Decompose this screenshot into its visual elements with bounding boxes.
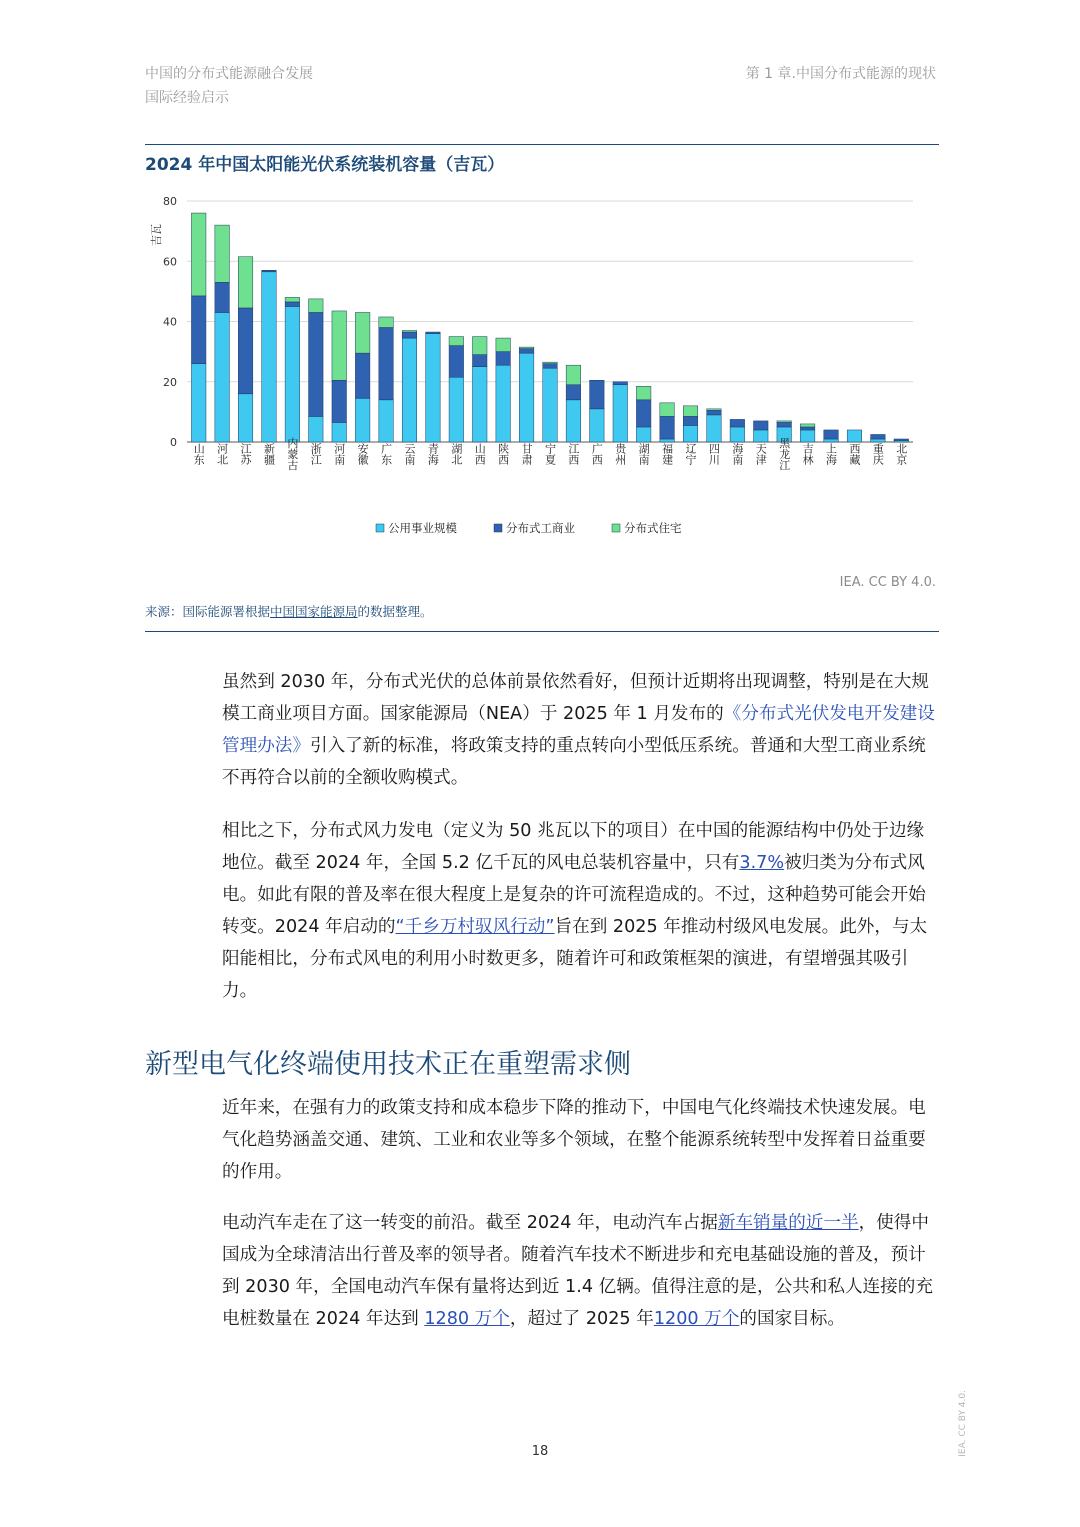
bar-贵州-1 — [613, 385, 628, 442]
bar-山东-3 — [191, 213, 206, 296]
paragraph-1 — [222, 666, 938, 794]
bar-安徽-3 — [355, 312, 370, 353]
bar-广东-3 — [379, 317, 394, 328]
p1-text-a: 虽然到 2030 年，分布式光伏的总体前景依然看好，但预计近期将出现调整，特别是在大规模工商业项目方面。国家能源局（NEA）于 2025 年 1 月发布的 — [222, 672, 929, 724]
x-tick-label: 重庆 — [871, 443, 885, 465]
p4-text-a: 电动汽车走在了这一转变的前沿。截至 2024 年，电动汽车占据 — [222, 1213, 718, 1233]
bar-黑龙江-3 — [777, 421, 792, 423]
bar-辽宁-2 — [683, 416, 698, 425]
bar-辽宁-1 — [683, 425, 698, 442]
bar-海南-1 — [730, 427, 745, 442]
bar-北京-2 — [894, 439, 909, 441]
bar-新疆-2 — [262, 270, 277, 272]
bar-江西-1 — [566, 400, 581, 442]
bar-海南-2 — [730, 419, 745, 427]
bar-上海-1 — [824, 439, 839, 442]
legend-swatch-1 — [376, 524, 384, 532]
x-tick-label: 内蒙古 — [285, 437, 299, 471]
p4-text-c: ，超过了 2025 年 — [509, 1309, 654, 1329]
x-tick-label: 浙江 — [309, 443, 323, 465]
bar-内蒙古-1 — [285, 306, 300, 442]
bar-吉林-2 — [800, 427, 815, 430]
bar-江苏-1 — [238, 394, 253, 442]
bar-吉林-1 — [800, 430, 815, 442]
x-tick-label: 湖北 — [449, 443, 463, 465]
x-tick-label: 黑龙江 — [777, 437, 791, 471]
bar-河北-1 — [215, 312, 230, 442]
bar-甘肃-1 — [519, 353, 534, 442]
paragraph-3: 近年来，在强有力的政策支持和成本稳步下降的推动下，中国电气化终端技术快速发展。电气化趋势涵盖交通、建筑、工业和农业等多个领域，在整个能源系统转型中发挥着日益重要的作用。 — [222, 1098, 926, 1182]
bar-青海-1 — [426, 334, 441, 442]
bar-江苏-2 — [238, 308, 253, 394]
bar-陕西-3 — [496, 338, 511, 352]
page-number: 18 — [531, 1444, 549, 1459]
x-tick-label: 云南 — [402, 443, 416, 465]
bar-宁夏-1 — [543, 368, 558, 442]
bar-山西-1 — [472, 367, 487, 442]
p1-link-policy[interactable]: 《分布式光伏发电开发建设管理办法》 — [222, 704, 935, 756]
x-tick-label: 湖南 — [637, 443, 651, 465]
bar-江西-2 — [566, 385, 581, 400]
header-left — [145, 62, 313, 110]
bar-广东-1 — [379, 400, 394, 442]
bar-广西-2 — [590, 380, 605, 409]
x-tick-label: 上海 — [824, 443, 838, 465]
legend-label-3: 分布式住宅 — [624, 521, 682, 535]
x-tick-label: 贵州 — [613, 443, 627, 465]
bar-安徽-2 — [355, 353, 370, 398]
bar-重庆-2 — [871, 434, 886, 439]
source-prefix: 来源：国际能源署根据 — [145, 604, 271, 619]
x-tick-label: 甘肃 — [520, 443, 534, 465]
x-tick-label: 宁夏 — [543, 443, 557, 465]
p4-text-b: ，使得中国成为全球清洁出行普及率的领导者。随着汽车技术不断进步和充电基础设施的普及，预计到 2030 年，全国电动汽车保有量将达到近 1.4 亿辆。值得注意的是，公共和私人连接的充电桩数量在 2024 年达到 — [222, 1213, 933, 1329]
x-tick-label: 西藏 — [847, 443, 861, 465]
bar-江西-3 — [566, 365, 581, 385]
paragraph-4 — [222, 1207, 938, 1335]
x-tick-label: 河南 — [332, 443, 346, 465]
bar-上海-2 — [824, 430, 839, 439]
source-suffix: 的数据整理。 — [357, 604, 433, 619]
bar-云南-1 — [402, 338, 417, 442]
bar-宁夏-3 — [543, 362, 558, 364]
legend-swatch-2 — [494, 524, 502, 532]
bar-河北-2 — [215, 282, 230, 312]
side-license: IEA. CC BY 4.0. — [958, 1390, 968, 1457]
x-tick-label: 青海 — [426, 443, 440, 465]
bar-河北-3 — [215, 225, 230, 282]
bar-云南-3 — [402, 331, 417, 333]
bar-黑龙江-2 — [777, 422, 792, 427]
p2-link-share[interactable]: 3.7% — [739, 853, 785, 873]
bar-广东-2 — [379, 328, 394, 400]
legend-label-1: 公用事业规模 — [388, 521, 457, 535]
x-tick-label: 吉林 — [801, 443, 815, 465]
bar-陕西-2 — [496, 352, 511, 366]
x-tick-label: 江西 — [566, 443, 580, 465]
y-axis-label: 吉瓦 — [150, 224, 163, 246]
x-tick-label: 安徽 — [356, 443, 370, 465]
section-heading: 新型电气化终端使用技术正在重塑需求侧 — [145, 1049, 631, 1080]
bar-青海-2 — [426, 332, 441, 334]
bar-新疆-1 — [262, 272, 277, 442]
x-tick-label: 江苏 — [239, 443, 253, 465]
x-tick-label: 北京 — [894, 443, 908, 465]
p4-text-d: 的国家目标。 — [739, 1309, 845, 1329]
y-tick-label-0: 0 — [170, 436, 177, 449]
bar-河南-3 — [332, 311, 347, 380]
bar-河南-1 — [332, 422, 347, 442]
p2-link-wind-action[interactable]: “千乡万村驭风行动” — [395, 917, 555, 937]
x-tick-label: 陕西 — [496, 443, 510, 465]
legend-swatch-3 — [612, 524, 620, 532]
y-tick-label-40: 40 — [163, 315, 177, 329]
bar-内蒙古-3 — [285, 297, 300, 302]
source-link-nea[interactable]: 中国国家能源局 — [270, 604, 358, 619]
bar-湖南-3 — [636, 386, 651, 400]
bar-宁夏-2 — [543, 364, 558, 369]
legend-label-2: 分布式工商业 — [506, 521, 575, 535]
y-tick-label-60: 60 — [163, 255, 177, 269]
x-tick-label: 广东 — [379, 443, 393, 465]
figure-bottom-rule — [145, 631, 939, 632]
x-tick-label: 天津 — [754, 443, 768, 465]
bar-内蒙古-2 — [285, 302, 300, 307]
x-tick-label: 新疆 — [262, 443, 276, 465]
bar-湖南-1 — [636, 427, 651, 442]
p2-text-b: 被归类为分布式风电。如此有限的普及率在很大程度上是复杂的许可流程造成的。不过，这种趋势可能会开始转变。2024 年启动的 — [222, 853, 926, 937]
bar-四川-3 — [707, 409, 722, 411]
bar-云南-2 — [402, 332, 417, 338]
bar-辽宁-3 — [683, 406, 698, 417]
figure-license: IEA. CC BY 4.0. — [839, 575, 936, 590]
bar-福建-1 — [660, 439, 675, 442]
p2-text-c: 旨在到 2025 年推动村级风电发展。此外，与太阳能相比，分布式风电的利用小时数更多，随着许可和政策框架的演进，有望增强其吸引力。 — [222, 917, 928, 1001]
bar-福建-3 — [660, 403, 675, 417]
bar-江苏-3 — [238, 257, 253, 308]
paragraph-2 — [222, 815, 938, 1007]
p4-link-ev-sales[interactable]: 新车销量的近一半 — [717, 1213, 859, 1233]
bar-四川-2 — [707, 410, 722, 415]
figure-source — [145, 602, 433, 620]
bar-天津-1 — [754, 430, 769, 442]
figure-top-rule — [145, 144, 939, 145]
x-tick-label: 福建 — [660, 443, 674, 465]
bar-河南-2 — [332, 380, 347, 422]
x-tick-label: 辽宁 — [684, 443, 698, 465]
bar-湖北-3 — [449, 337, 464, 346]
bar-浙江-2 — [309, 312, 324, 416]
bar-山东-1 — [191, 364, 206, 442]
bar-浙江-3 — [309, 299, 324, 313]
bar-安徽-1 — [355, 398, 370, 442]
bar-天津-2 — [754, 421, 769, 430]
bar-湖南-2 — [636, 400, 651, 427]
x-tick-label: 山西 — [473, 443, 487, 465]
y-tick-label-80: 80 — [163, 195, 177, 208]
bar-甘肃-3 — [519, 347, 534, 349]
p1-text-b: 引入了新的标准，将政策支持的重点转向小型低压系统。普通和大型工商业系统不再符合以前的全额收购模式。 — [222, 736, 926, 788]
p2-text-a: 相比之下，分布式风力发电（定义为 50 兆瓦以下的项目）在中国的能源结构中仍处于边缘地位。截至 2024 年，全国 5.2 亿千瓦的风电总装机容量中，只有 — [222, 821, 925, 873]
bar-山西-2 — [472, 355, 487, 367]
x-tick-label: 河北 — [215, 443, 229, 465]
bar-四川-1 — [707, 415, 722, 442]
x-tick-label: 山东 — [192, 443, 206, 465]
header-chapter: 第 1 章.中国分布式能源的现状 — [745, 66, 936, 82]
bar-重庆-1 — [871, 439, 886, 442]
figure-title: 2024 年中国太阳能光伏系统装机容量（吉瓦） — [145, 155, 505, 175]
solar-capacity-chart — [145, 185, 939, 555]
bar-贵州-2 — [613, 382, 628, 385]
bar-西藏-1 — [847, 430, 862, 442]
x-tick-label: 四川 — [707, 443, 721, 465]
bar-甘肃-2 — [519, 349, 534, 354]
bar-福建-2 — [660, 416, 675, 439]
bar-吉林-3 — [800, 424, 815, 427]
header-report-subtitle: 国际经验启示 — [145, 90, 229, 106]
p4-link-target[interactable]: 1200 万个 — [653, 1309, 740, 1329]
x-tick-label: 广西 — [590, 443, 604, 465]
bar-山东-2 — [191, 296, 206, 364]
bar-陕西-1 — [496, 365, 511, 442]
bar-广西-1 — [590, 409, 605, 442]
bar-湖北-2 — [449, 346, 464, 378]
y-tick-label-20: 20 — [163, 375, 177, 389]
bar-湖北-1 — [449, 377, 464, 442]
bar-山西-3 — [472, 337, 487, 355]
header-report-title: 中国的分布式能源融合发展 — [145, 66, 313, 82]
p4-link-chargers[interactable]: 1280 万个 — [424, 1309, 510, 1329]
x-tick-label: 海南 — [730, 443, 744, 465]
bar-浙江-1 — [309, 416, 324, 442]
